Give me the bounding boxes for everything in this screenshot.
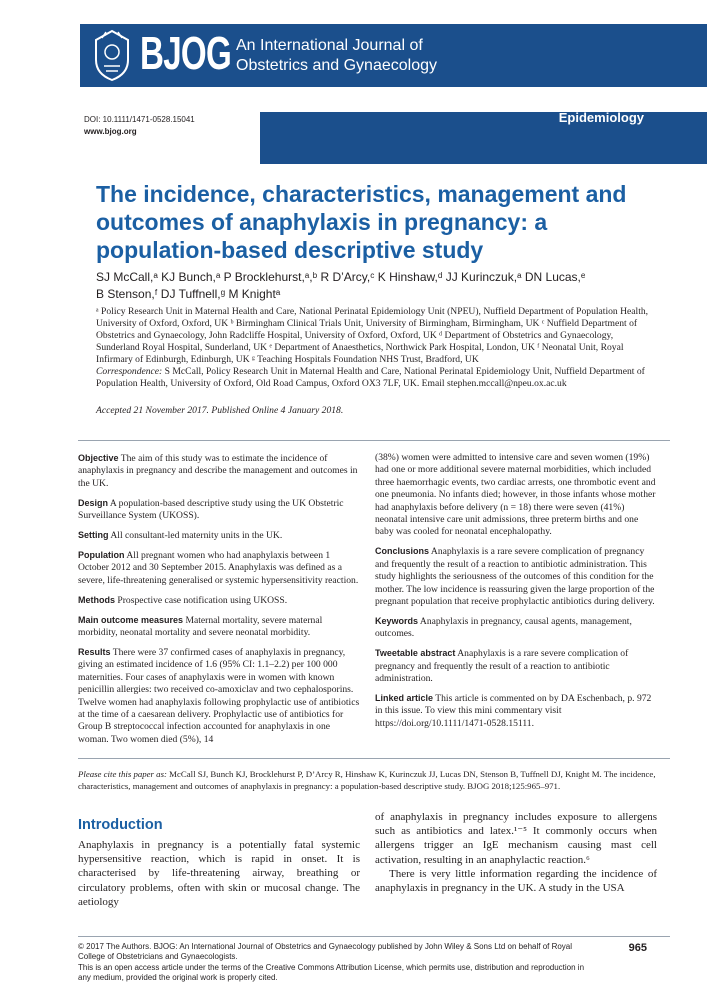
correspondence: S McCall, Policy Research Unit in Maternal Health and Care, National Perinatal Epidemiology Unit, Nuffield Department of Population Health, University of Oxford, Old Road Campus, Oxford OX3 7LF, UK. Email stephen.mccall@npeu.ox.ac.uk	[96, 366, 645, 389]
correspondence-label: Correspondence:	[96, 366, 163, 377]
introduction-paragraph-1: Anaphylaxis in pregnancy is a potentially fatal systemic hypersensitive reaction, which is rapid in onset. It is characterised by life-threatening airway, breathing or circulatory problems, often with skin or mucosal change. The aetiology	[78, 839, 360, 908]
website-link[interactable]: www.bjog.org	[84, 127, 137, 136]
affiliations: ᵃ Policy Research Unit in Maternal Health and Care, National Perinatal Epidemiology Unit (NPEU), Nuffield Department of Population Health, University of Oxford, Oxford, UK ᵇ Birmingham Clinical Trials Unit, University of Birmingham, Birmingham, UK ᶜ Nuffield Department of Obstetrics and Gynaecology, John Radcliffe Hospital, University of Oxford, Oxford, UK ᵈ Department of Obstetrics and Gynaecology, Sunderland Royal Hospital, Sunderland, UK ᵉ Department of Anaesthetics, Northwick Park Hospital, London, UK ᶠ Neonatal Unit, Royal Infirmary of Edinburgh, Edinburgh, UK ᵍ Teaching Hospitals Foundation NHS Trust, Bradford, UK Correspondence: S McCall, Policy Research Unit in Maternal Health and Care, National Perinatal Epidemiology Unit, Nuffield Department of Population Health, University of Oxford, Old Road Campus, Oxford OX3 7LF, UK. Email stephen.mccall@npeu.ox.ac.uk	[96, 306, 649, 389]
introduction-left-column	[78, 838, 360, 909]
abstract-keywords: Keywords Anaphylaxis in pregnancy, causal agents, management, outcomes.	[375, 615, 632, 640]
abstract-left-column	[78, 452, 360, 753]
journal-brand: BJOG	[140, 27, 231, 79]
abstract-bottom-rule	[78, 758, 670, 759]
abstract-methods: Methods Prospective case notification using UKOSS.	[78, 594, 288, 606]
abstract-design: Design A population-based descriptive study using the UK Obstetric Surveillance System (UKOSS).	[78, 497, 344, 522]
journal-name: An International Journal of Obstetrics and Gynaecology	[236, 37, 437, 74]
abstract-right-column	[375, 452, 657, 737]
doi-info	[84, 114, 195, 138]
abstract-tweetable: Tweetable abstract Anaphylaxis is a rare severe complication of pregnancy and frequently the result of a reaction to antibiotic administration.	[375, 648, 629, 684]
rcog-crest-icon	[90, 28, 134, 83]
footer-rule	[78, 936, 670, 937]
citation-label: Please cite this paper as:	[78, 769, 167, 779]
abstract-setting: Setting All consultant-led maternity units in the UK.	[78, 530, 283, 542]
page-number: 965	[628, 942, 647, 954]
abstract-results-continued: (38%) women were admitted to intensive care and seven women (19%) had one or more additional severe maternal morbidities, which included three haemorrhagic events, two cardiac arrests, one thrombotic event and one pneumonia. No infants died; however, in those infants whose mother had anaphylaxis before delivery (n = 18) there were seven (41%) neonatal intensive care unit admissions, three preterm births and one baby was cooled for neonatal encephalopathy.	[375, 452, 656, 538]
abstract-top-rule	[78, 440, 670, 441]
doi: DOI: 10.1111/1471-0528.15041	[84, 115, 195, 124]
abstract-linked-article: Linked article This article is commented on by DA Eschenbach, p. 972 in this issue. To view this mini commentary visit https://doi.org/10.1111/1471-0528.15111.	[375, 692, 652, 729]
abstract-objective: Objective The aim of this study was to estimate the incidence of anaphylaxis in pregnancy and describe the management and outcomes in the UK.	[78, 453, 358, 489]
abstract-conclusions: Conclusions Anaphylaxis is a rare severe complication of pregnancy and frequently the result of a reaction to antibiotic administration. This study highlights the seriousness of the outcomes of this condition for the mother. The low incidence is reassuring given the large proportion of the pregnant population that receive prophylactic antibiotics during delivery.	[375, 546, 655, 607]
accepted-date: Accepted 21 November 2017. Published Online 4 January 2018.	[96, 405, 344, 416]
abstract-population: Population All pregnant women who had anaphylaxis between 1 October 2012 and 30 September 2015. Anaphylaxis was defined as a severe, life-threatening generalised or systemic hypersensitivity reaction.	[78, 549, 359, 586]
author-list: SJ McCall,ᵃ KJ Bunch,ᵃ P Brocklehurst,ᵃ,ᵇ R D’Arcy,ᶜ K Hinshaw,ᵈ JJ Kurinczuk,ᵃ DN Lucas,ᵉ B Stenson,ᶠ DJ Tuffnell,ᵍ M Knightᵃ	[96, 270, 586, 301]
footer-copyright: © 2017 The Authors. BJOG: An International Journal of Obstetrics and Gynaecology published by John Wiley & Sons Ltd on behalf of Royal College of Obstetricians and Gynaecologists. This is an open access article under the terms of the Creative Commons Attribution License, which permits use, distribution and reproduction in any medium, provided the original work is properly cited.	[78, 942, 585, 983]
introduction-paragraph-3: There is very little information regarding the incidence of anaphylaxis in pregnancy in the UK. A study in the USA	[375, 867, 657, 895]
citation-text: McCall SJ, Bunch KJ, Brocklehurst P, D’Arcy R, Hinshaw K, Kurinczuk JJ, Lucas DN, Stenson B, Tuffnell DJ, Knight M. The incidence, characteristics, management and outcomes of anaphylaxis in pregnancy: a population-based descriptive study. BJOG 2018;125:965–971.	[78, 769, 656, 791]
abstract-outcomes: Main outcome measures Maternal mortality, severe maternal morbidity, neonatal mortality and severe neonatal morbidity.	[78, 614, 323, 638]
introduction-right-column	[375, 810, 657, 895]
section-label: Epidemiology	[558, 110, 644, 125]
article-title: The incidence, characteristics, management and outcomes of anaphylaxis in pregnancy: a population-based descriptive study	[96, 181, 627, 263]
introduction-heading: Introduction	[78, 817, 163, 833]
introduction-paragraph-2: of anaphylaxis in pregnancy includes exposure to allergens such as antibiotics and latex.¹⁻⁵ It commonly occurs when allergens trigger an IgE mechanism causing mast cell activation, resulting in an anaphylactic reaction.⁶	[375, 811, 657, 866]
abstract-results: Results There were 37 confirmed cases of anaphylaxis in pregnancy, giving an estimated incidence of 1.6 (95% CI: 1.1–2.2) per 100 000 maternities. Four cases of anaphylaxis were in women with known penicillin allergies: two received co-amoxiclav and two cephalosporins. Twelve women had anaphylaxis following prophylactic use of antibiotics at the time of a caesarean delivery. Prophylactic use of antibiotics for Group B streptococcal infection accounted for anaphylaxis in one woman. Two women died (5%), 14	[78, 646, 360, 745]
citation	[78, 769, 678, 792]
